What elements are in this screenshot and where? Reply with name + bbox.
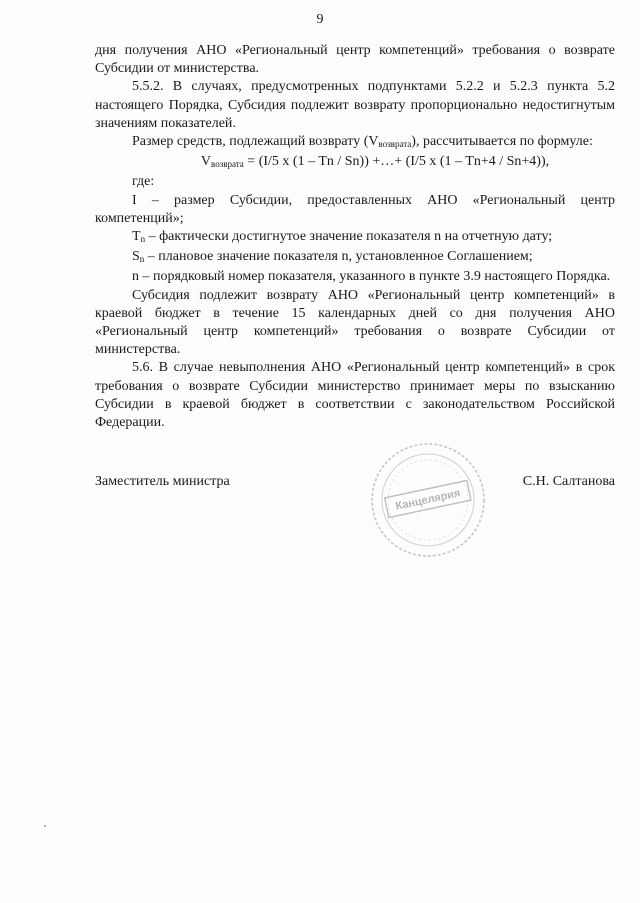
definition-s-text: – плановое значение показателя n, установленное Соглашением; [144,249,533,265]
where-label: где: [132,174,155,190]
definition-s-symbol: S [132,249,140,265]
signatory-title: Заместитель министра [95,474,230,489]
formula-v: V [200,154,211,170]
page-number: 9 [316,12,324,27]
definition-t-subscript: n [140,234,146,245]
paragraph-formula-intro [95,133,615,153]
definition-i: I – размер Субсидии, предоставленных АНО «Региональный центр компетенций»; [95,192,615,226]
definition-n: n – порядковый номер показателя, указанного в пункте 3.9 настоящего Порядка. [132,269,611,285]
formula-intro-after: ), рассчитывается по формуле: [411,134,593,150]
formula [95,153,615,173]
formula-intro-before: Размер средств, подлежащий возврату (V [132,134,379,150]
definition-t-text: – фактически достигнутое значение показателя n на отчетную дату; [145,229,553,245]
signature-block [95,474,615,494]
definition-t-symbol: T [132,229,141,245]
paragraph-continuation: дня получения АНО «Региональный центр компетенций» требования о возврате Субсидии от министерства. [95,43,615,77]
definition-s-subscript: n [139,254,145,265]
scan-speck [44,825,46,827]
signatory-name: С.Н. Салтанова [522,474,615,489]
paragraph-return-deadline: Субсидия подлежит возврату АНО «Региональный центр компетенций» в краевой бюджет в течение 15 календарных дней со дня получения АНО «Региональный центр компетенций» требования о возврате Субсидии от министерства. [95,287,615,358]
definition-s [95,248,615,268]
stamp-center-text: Канцелярия [394,487,462,513]
formula-body: = (I/5 x (1 – Tn / Sn)) +…+ (I/5 x (1 – Tn+4 / Sn+4)), [243,154,550,170]
paragraph-5-5-2: 5.5.2. В случаях, предусмотренных подпунктами 5.2.2 и 5.2.3 пункта 5.2 настоящего Порядка, Субсидия подлежит возврату пропорционально недостигнутым значениям показателей. [95,79,615,131]
formula-intro-subscript: возврата [378,139,412,150]
document-body [95,42,615,432]
formula-v-subscript: возврата [211,159,244,170]
definition-t [95,228,615,248]
office-stamp [368,440,488,560]
paragraph-5-6: 5.6. В случае невыполнения АНО «Региональный центр компетенций» в срок требования о возврате Субсидии министерство принимает меры по взысканию Субсидии в краевой бюджет в соответствии с законодательством Российской Федерации. [95,360,615,431]
